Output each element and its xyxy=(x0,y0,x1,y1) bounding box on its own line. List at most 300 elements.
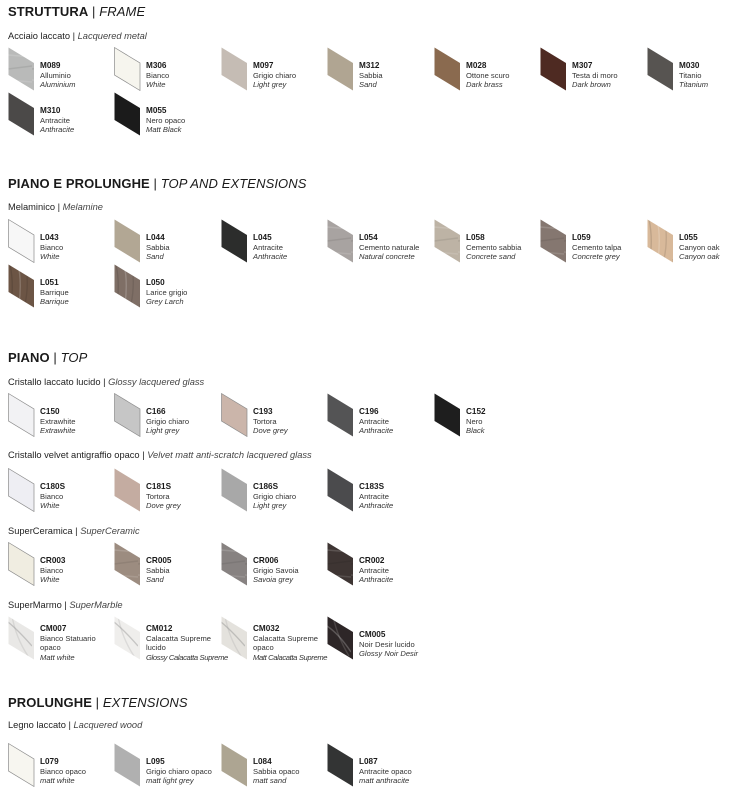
swatch-name-it: Barrique xyxy=(40,287,69,297)
group-label xyxy=(8,526,140,536)
group-label-en: Melamine xyxy=(62,202,103,212)
swatch-shape xyxy=(115,617,141,660)
swatch-chip xyxy=(114,743,142,787)
section-title-it: PIANO xyxy=(8,350,50,365)
swatch-code: CR006 xyxy=(253,556,279,565)
swatch-name-it: Extrawhite xyxy=(40,416,76,426)
swatch-chip xyxy=(434,393,462,437)
swatch-chip xyxy=(327,393,355,437)
finish-swatch[interactable] xyxy=(540,219,646,263)
group-label-it: Melaminico xyxy=(8,202,56,212)
swatch-code: M306 xyxy=(146,61,167,70)
group-separator: | xyxy=(61,600,70,610)
swatch-code: L059 xyxy=(572,233,591,242)
swatch-name-en: matt sand xyxy=(253,776,287,786)
swatch-name-it: Cemento naturale xyxy=(359,242,420,252)
group-label xyxy=(8,31,147,41)
finish-swatch[interactable] xyxy=(221,616,327,660)
swatch-name-en: Anthracite xyxy=(359,426,394,436)
swatch-name-it: Bianco xyxy=(146,70,170,80)
swatch-chip xyxy=(327,47,355,91)
swatch-text xyxy=(146,556,172,585)
finish-swatch[interactable] xyxy=(327,743,433,787)
swatch-name-en: Anthracite xyxy=(359,501,394,511)
swatch-name-en: Canyon oak xyxy=(679,252,720,262)
swatch-text xyxy=(466,61,509,90)
finish-swatch[interactable] xyxy=(114,743,220,787)
swatch-name-it: Grigio chiaro xyxy=(253,70,297,80)
swatch-text xyxy=(466,407,486,436)
swatch-chip xyxy=(8,743,36,787)
finish-swatch[interactable] xyxy=(434,47,540,91)
finish-swatch[interactable] xyxy=(221,743,327,787)
swatch-code: C181S xyxy=(146,482,172,491)
swatch-shape xyxy=(435,394,461,437)
swatch-chip xyxy=(327,219,355,263)
swatch-code: C193 xyxy=(253,407,273,416)
swatch-code: C150 xyxy=(40,407,60,416)
finish-swatch[interactable] xyxy=(221,393,327,437)
swatch-name-it: Bianco xyxy=(40,565,64,575)
finish-swatch[interactable] xyxy=(8,542,114,586)
swatch-code: M055 xyxy=(146,106,167,115)
swatch-shape xyxy=(115,543,141,586)
finish-swatch[interactable] xyxy=(221,468,327,512)
swatch-text xyxy=(253,757,299,786)
swatch-shape xyxy=(115,744,141,787)
swatch-code: L084 xyxy=(253,757,272,766)
swatch-chip xyxy=(434,219,462,263)
swatch-text xyxy=(40,757,86,786)
swatch-name-it: Calacatta Supreme opaco xyxy=(253,633,319,653)
finish-swatch[interactable] xyxy=(114,542,220,586)
finish-swatch[interactable] xyxy=(114,219,220,263)
swatch-code: C183S xyxy=(359,482,385,491)
swatch-chip xyxy=(8,264,36,308)
swatch-text xyxy=(253,233,287,262)
swatch-text xyxy=(572,61,618,90)
swatch-name-it: Sabbia xyxy=(359,70,383,80)
swatch-code: M310 xyxy=(40,106,61,115)
group-label-en: SuperMarble xyxy=(69,600,123,610)
swatch-name-en: Glossy Noir Desir xyxy=(359,649,419,659)
swatch-text xyxy=(466,233,521,262)
section-title-it: STRUTTURA xyxy=(8,4,89,19)
finish-swatch[interactable] xyxy=(114,92,220,136)
swatch-shape xyxy=(222,394,248,437)
swatch-text xyxy=(359,61,383,90)
group-label-it: SuperMarmo xyxy=(8,600,62,610)
group-label-it: Legno laccato xyxy=(8,720,66,730)
swatch-shape xyxy=(222,617,248,660)
swatch-name-it: Sabbia opaco xyxy=(253,766,300,776)
swatch-name-it: Bianco Statuario opaco xyxy=(40,633,96,653)
swatch-name-it: Nero xyxy=(466,416,483,426)
swatch-name-en: Light grey xyxy=(146,426,180,436)
swatch-code: C196 xyxy=(359,407,379,416)
swatch-chip xyxy=(114,393,142,437)
swatch-name-en: Dove grey xyxy=(146,501,181,511)
swatch-code: CM005 xyxy=(359,630,386,639)
swatch-text xyxy=(359,757,412,786)
swatch-chip xyxy=(114,468,142,512)
group-label-en: Lacquered wood xyxy=(73,720,143,730)
finish-swatch[interactable] xyxy=(114,393,220,437)
group-label-it: Cristallo velvet antigraffio opaco xyxy=(8,450,140,460)
swatch-text xyxy=(679,61,708,90)
finish-swatch[interactable] xyxy=(327,219,433,263)
finish-swatch[interactable] xyxy=(327,393,433,437)
swatch-name-it: Antracite opaco xyxy=(359,766,412,776)
group-separator: | xyxy=(55,202,63,212)
swatch-shape xyxy=(222,48,248,91)
swatch-name-it: Calacatta Supreme lucido xyxy=(146,633,212,653)
swatch-shape xyxy=(328,220,354,263)
section-title-en: FRAME xyxy=(99,4,146,19)
swatch-code: C152 xyxy=(466,407,486,416)
swatch-chip xyxy=(8,47,36,91)
swatch-name-en: Matt Black xyxy=(146,125,182,135)
swatch-chip xyxy=(114,542,142,586)
swatch-name-it: Antracite xyxy=(40,115,70,125)
section-title-en: TOP AND EXTENSIONS xyxy=(160,176,307,191)
swatch-text xyxy=(253,407,288,436)
finish-swatch[interactable] xyxy=(540,47,646,91)
swatch-name-it: Grigio chiaro opaco xyxy=(146,766,212,776)
swatch-code: M097 xyxy=(253,61,274,70)
swatch-name-en: Concrete grey xyxy=(572,252,620,262)
finish-swatch[interactable] xyxy=(8,47,114,91)
swatch-shape xyxy=(435,220,461,263)
section-title-it: PIANO E PROLUNGHE xyxy=(8,176,150,191)
swatch-chip xyxy=(221,743,249,787)
swatch-chip xyxy=(114,264,142,308)
swatch-name-en: Savoia grey xyxy=(253,575,294,585)
swatch-name-it: Cemento talpa xyxy=(572,242,622,252)
group-label-it: Cristallo laccato lucido xyxy=(8,377,101,387)
swatch-code: L095 xyxy=(146,757,165,766)
swatch-text xyxy=(359,407,393,436)
swatch-chip xyxy=(8,542,36,586)
title-separator: | xyxy=(149,176,161,191)
swatch-name-en: Anthracite xyxy=(359,575,394,585)
swatch-chip xyxy=(647,47,675,91)
swatch-name-it: Bianco opaco xyxy=(40,766,87,776)
group-separator: | xyxy=(100,377,109,387)
swatch-name-it: Larice grigio xyxy=(146,287,188,297)
title-separator: | xyxy=(49,350,61,365)
swatch-name-en: White xyxy=(40,575,60,585)
swatch-name-it: Grigio Savoia xyxy=(253,565,299,575)
group-label-it: SuperCeramica xyxy=(8,526,73,536)
swatch-text xyxy=(253,482,296,511)
swatch-chip xyxy=(8,393,36,437)
swatch-text xyxy=(40,106,74,135)
swatch-shape xyxy=(9,617,35,660)
swatch-shape xyxy=(222,469,248,512)
swatch-name-it: Sabbia xyxy=(146,242,170,252)
swatch-text xyxy=(40,61,75,90)
swatch-name-it: Alluminio xyxy=(40,70,71,80)
group-label-en: Glossy lacquered glass xyxy=(108,377,205,387)
swatch-chip xyxy=(221,219,249,263)
swatch-text xyxy=(572,233,621,262)
swatch-code: M030 xyxy=(679,61,700,70)
swatch-code: M307 xyxy=(572,61,593,70)
group-label xyxy=(8,600,123,610)
group-separator: | xyxy=(70,31,78,41)
swatch-shape xyxy=(328,394,354,437)
swatch-name-en: Natural concrete xyxy=(359,252,415,262)
swatch-name-en: Dark brass xyxy=(466,80,503,90)
title-separator: | xyxy=(88,4,100,19)
finish-swatch[interactable] xyxy=(434,219,540,263)
finish-swatch[interactable] xyxy=(327,616,433,660)
swatch-code: L054 xyxy=(359,233,378,242)
finish-swatch[interactable] xyxy=(8,743,114,787)
finish-swatch[interactable] xyxy=(114,468,220,512)
swatch-name-it: Antracite xyxy=(359,491,389,501)
swatch-text xyxy=(146,61,169,90)
group-label-it: Acciaio laccato xyxy=(8,31,71,41)
swatch-shape xyxy=(648,48,674,91)
section-title-en: TOP xyxy=(60,350,88,365)
section-title xyxy=(8,4,145,19)
swatch-chip xyxy=(8,616,36,660)
finish-swatch[interactable] xyxy=(221,47,327,91)
swatch-shape xyxy=(115,394,141,437)
swatch-code: C180S xyxy=(40,482,66,491)
swatch-shape xyxy=(222,543,248,586)
finish-swatch[interactable] xyxy=(8,219,114,263)
swatch-name-en: Anthracite xyxy=(40,125,75,135)
section-title xyxy=(8,350,87,365)
swatch-text xyxy=(679,233,720,262)
swatch-chip xyxy=(114,616,142,660)
swatch-name-en: Dark brown xyxy=(572,80,611,90)
swatch-text xyxy=(40,407,75,436)
swatch-chip xyxy=(114,92,142,136)
swatch-chip xyxy=(221,393,249,437)
swatch-shape xyxy=(9,48,35,91)
swatch-chip xyxy=(221,616,249,660)
swatch-text xyxy=(40,278,69,307)
swatch-shape xyxy=(328,48,354,91)
swatch-name-it: Cemento sabbia xyxy=(466,242,522,252)
swatch-text xyxy=(253,624,327,662)
section-title-it: PROLUNGHE xyxy=(8,695,92,710)
group-label xyxy=(8,202,103,212)
finish-swatch[interactable] xyxy=(327,468,433,512)
finish-swatch[interactable] xyxy=(434,393,540,437)
swatch-shape xyxy=(648,220,674,263)
finish-swatch[interactable] xyxy=(221,219,327,263)
swatch-name-en: Glossy Calacatta Supreme xyxy=(146,652,228,662)
swatch-shape xyxy=(9,469,35,512)
swatch-code: L055 xyxy=(679,233,698,242)
swatch-shape xyxy=(9,265,35,308)
swatch-text xyxy=(359,630,418,659)
group-label xyxy=(8,450,312,460)
swatch-name-en: White xyxy=(146,80,166,90)
group-separator: | xyxy=(139,450,148,460)
finish-swatch[interactable] xyxy=(8,393,114,437)
swatch-code: CM032 xyxy=(253,624,280,633)
swatch-code: L050 xyxy=(146,278,165,287)
swatch-text xyxy=(40,624,110,662)
swatch-chip xyxy=(327,542,355,586)
swatch-code: C186S xyxy=(253,482,279,491)
finish-swatch[interactable] xyxy=(327,542,433,586)
section-title xyxy=(8,695,188,710)
swatch-name-it: Grigio chiaro xyxy=(146,416,190,426)
swatch-chip xyxy=(221,542,249,586)
swatch-text xyxy=(146,233,170,262)
swatch-text xyxy=(40,556,66,585)
section-title-en: EXTENSIONS xyxy=(102,695,188,710)
swatch-code: CM012 xyxy=(146,624,173,633)
swatch-code: L087 xyxy=(359,757,378,766)
swatch-name-en: Barrique xyxy=(40,297,69,307)
swatch-name-en: Extrawhite xyxy=(40,426,76,436)
finish-swatch[interactable] xyxy=(8,264,114,308)
swatch-chip xyxy=(540,47,568,91)
swatch-text xyxy=(146,407,189,436)
group-label xyxy=(8,377,204,387)
finish-swatch[interactable] xyxy=(327,47,433,91)
swatch-code: CR003 xyxy=(40,556,66,565)
finish-swatch[interactable] xyxy=(114,616,228,662)
swatch-name-en: matt white xyxy=(40,776,75,786)
group-label xyxy=(8,720,142,730)
swatch-chip xyxy=(647,219,675,263)
swatch-shape xyxy=(9,744,35,787)
swatch-name-it: Canyon oak xyxy=(679,242,720,252)
swatch-name-en: White xyxy=(40,501,60,511)
swatch-name-en: matt light grey xyxy=(146,776,194,786)
swatch-text xyxy=(359,233,419,262)
swatch-chip xyxy=(221,468,249,512)
swatch-name-en: Dove grey xyxy=(253,426,288,436)
swatch-name-en: Black xyxy=(466,426,485,436)
group-separator: | xyxy=(72,526,81,536)
swatch-code: L079 xyxy=(40,757,59,766)
swatch-name-en: Aluminium xyxy=(40,80,76,90)
swatch-name-en: Anthracite xyxy=(253,252,288,262)
swatch-chip xyxy=(8,92,36,136)
group-label-en: Velvet matt anti-scratch lacquered glass xyxy=(147,450,312,460)
swatch-chip xyxy=(327,743,355,787)
swatch-name-it: Testa di moro xyxy=(572,70,618,80)
swatch-name-en: Sand xyxy=(146,252,164,262)
finish-swatch[interactable] xyxy=(114,264,220,308)
swatch-name-it: Antracite xyxy=(253,242,283,252)
swatch-code: L051 xyxy=(40,278,59,287)
swatch-text xyxy=(146,482,181,511)
swatch-shape xyxy=(115,469,141,512)
swatch-shape xyxy=(115,265,141,308)
swatch-name-en: Titanium xyxy=(679,80,709,90)
swatch-text xyxy=(253,556,299,585)
swatch-shape xyxy=(9,93,35,136)
swatch-name-en: Grey Larch xyxy=(146,297,184,307)
swatch-code: L044 xyxy=(146,233,165,242)
section-title xyxy=(8,176,307,191)
swatch-shape xyxy=(328,469,354,512)
swatch-text xyxy=(359,556,393,585)
swatch-chip xyxy=(327,468,355,512)
swatch-code: CR005 xyxy=(146,556,172,565)
swatch-name-it: Antracite xyxy=(359,565,389,575)
group-label-en: Lacquered metal xyxy=(77,31,147,41)
swatch-name-en: Sand xyxy=(146,575,164,585)
swatch-code: L043 xyxy=(40,233,59,242)
finish-swatch[interactable] xyxy=(8,616,114,660)
swatch-name-it: Tortora xyxy=(146,491,170,501)
swatch-shape xyxy=(115,220,141,263)
swatch-name-en: Light grey xyxy=(253,80,287,90)
swatch-name-en: Matt Calacatta Supreme xyxy=(253,652,328,662)
swatch-text xyxy=(40,482,65,511)
swatch-text xyxy=(146,757,212,786)
finish-swatch[interactable] xyxy=(647,219,738,263)
group-label-en: SuperCeramic xyxy=(80,526,140,536)
group-separator: | xyxy=(65,720,74,730)
swatch-name-it: Tortora xyxy=(253,416,277,426)
swatch-name-it: Sabbia xyxy=(146,565,170,575)
swatch-code: M028 xyxy=(466,61,487,70)
finish-swatch[interactable] xyxy=(114,47,220,91)
swatch-text xyxy=(146,106,185,135)
swatch-code: L058 xyxy=(466,233,485,242)
swatch-name-it: Noir Desir lucido xyxy=(359,639,415,649)
swatch-name-en: Matt white xyxy=(40,652,75,662)
swatch-chip xyxy=(540,219,568,263)
swatch-chip xyxy=(221,47,249,91)
swatch-code: C166 xyxy=(146,407,166,416)
swatch-name-it: Antracite xyxy=(359,416,389,426)
swatch-shape xyxy=(541,48,567,91)
swatch-text xyxy=(40,233,63,262)
swatch-chip xyxy=(434,47,462,91)
swatch-shape xyxy=(115,48,141,91)
swatch-shape xyxy=(435,48,461,91)
swatch-chip xyxy=(114,47,142,91)
swatch-name-it: Bianco xyxy=(40,491,64,501)
swatch-code: CM007 xyxy=(40,624,67,633)
swatch-name-it: Ottone scuro xyxy=(466,70,510,80)
swatch-chip xyxy=(327,616,355,660)
swatch-code: L045 xyxy=(253,233,272,242)
swatch-text xyxy=(359,482,393,511)
finish-swatch[interactable] xyxy=(8,468,114,512)
swatch-name-en: matt anthracite xyxy=(359,776,410,786)
swatch-name-it: Nero opaco xyxy=(146,115,186,125)
finish-swatch[interactable] xyxy=(8,92,114,136)
swatch-name-it: Titanio xyxy=(679,70,702,80)
title-separator: | xyxy=(91,695,103,710)
swatch-name-en: Sand xyxy=(359,80,377,90)
finish-swatch[interactable] xyxy=(221,542,327,586)
swatch-shape xyxy=(222,744,248,787)
finish-swatch[interactable] xyxy=(647,47,738,91)
swatch-shape xyxy=(541,220,567,263)
swatch-code: CR002 xyxy=(359,556,385,565)
swatch-text xyxy=(146,624,228,662)
swatch-shape xyxy=(222,220,248,263)
swatch-code: M089 xyxy=(40,61,61,70)
swatch-shape xyxy=(9,220,35,263)
